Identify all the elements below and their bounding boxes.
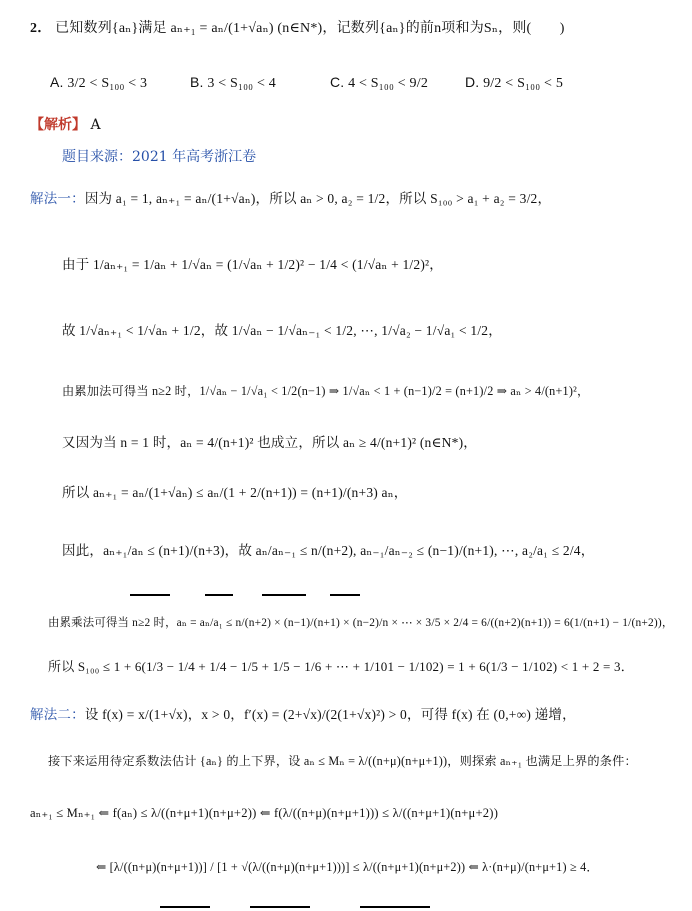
method2-label: 解法二： [30, 707, 85, 722]
problem-stem-row [30, 20, 565, 38]
scan-artifact-dash [160, 906, 210, 908]
scan-artifact-dash [360, 906, 430, 908]
method1-line-5: 又因为当 n = 1 时，aₙ = 4/(n+1)² 也成立，所以 aₙ ≥ 4/(n+1)² (n∈N*)， [62, 435, 477, 450]
method1-label: 解法一： [30, 191, 85, 206]
scan-artifact-dash [262, 594, 306, 596]
method2-line-4: ⇐ [λ/((n+μ)(n+μ+1))] / [1 + √(λ/((n+μ)(n+μ+1)))] ≤ λ/((n+μ+1)(n+μ+2)) ⇐ λ·(n+μ)/(n+μ+1) ≥ 4． [96, 860, 599, 874]
method1-line-1 [30, 190, 551, 208]
option-d-label: D. [465, 74, 480, 90]
analysis-answer: A [90, 117, 101, 133]
method1-line-4: 由累加法可得当 n≥2 时，1/√aₙ − 1/√a₁ < 1/2(n−1) ⇒ 1/√aₙ < 1 + (n−1)/2 = (n+1)/2 ⇒ aₙ > 4/(n+1)²， [62, 384, 590, 398]
method1-line-8: 由累乘法可得当 n≥2 时，aₙ = aₙ/a₁ ≤ n/(n+2) × (n−1)/(n+1) × (n−2)/n × ⋯ × 3/5 × 2/4 = 6/((n+2)(n+1)) = 6(1/(n+1) − 1/(n+2))， [48, 617, 674, 629]
option-b-label: B. [190, 74, 204, 90]
option-c-label: C. [330, 74, 345, 90]
option-c [330, 74, 428, 92]
method2-text-1: 设 f(x) = x/(1+√x)，x > 0，f′(x) = (2+√x)/(2(1+√x)²) > 0，可得 f(x) 在 (0,+∞) 递增， [84, 707, 576, 722]
option-b [190, 74, 276, 92]
option-c-text: 4 < S₁₀₀ < 9/2 [348, 76, 429, 91]
method1-line-9: 所以 S₁₀₀ ≤ 1 + 6(1/3 − 1/4 + 1/4 − 1/5 + 1/5 − 1/6 + ⋯ + 1/101 − 1/102) = 1 + 6(1/3 − 1/102) < 1 + 2 = 3． [48, 659, 634, 674]
source-line: 题目来源：2021 年高考浙江卷 [62, 149, 257, 165]
analysis-row [30, 116, 101, 134]
option-a-label: A. [50, 74, 64, 90]
option-d [465, 74, 563, 92]
method2-line-2: 接下来运用待定系数法估计 {aₙ} 的上下界，设 aₙ ≤ Mₙ = λ/((n+μ)(n+μ+1))，则探索 aₙ₊₁ 也满足上界的条件： [48, 754, 637, 768]
method1-line-3: 故 1/√aₙ₊₁ < 1/√aₙ + 1/2，故 1/√aₙ − 1/√aₙ₋₁ < 1/2, ⋯, 1/√a₂ − 1/√a₁ < 1/2， [62, 323, 502, 338]
method1-line-6: 所以 aₙ₊₁ = aₙ/(1+√aₙ) ≤ aₙ/(1 + 2/(n+1)) = (n+1)/(n+3) aₙ， [62, 485, 408, 500]
method2-line-3: aₙ₊₁ ≤ Mₙ₊₁ ⇐ f(aₙ) ≤ λ/((n+μ+1)(n+μ+2)) ⇐ f(λ/((n+μ)(n+μ+1))) ≤ λ/((n+μ+1)(n+μ+2)) [30, 806, 499, 820]
scan-artifact-dash [330, 594, 360, 596]
method1-line-2: 由于 1/aₙ₊₁ = 1/aₙ + 1/√aₙ = (1/√aₙ + 1/2)² − 1/4 < (1/√aₙ + 1/2)²， [62, 257, 443, 272]
method2-line-1 [30, 706, 576, 724]
method1-text-1: 因为 a₁ = 1, aₙ₊₁ = aₙ/(1+√aₙ)，所以 aₙ > 0, a₂ = 1/2，所以 S₁₀₀ > a₁ + a₂ = 3/2， [84, 191, 552, 206]
scan-artifact-dash [205, 594, 233, 596]
method1-line-7: 因此，aₙ₊₁/aₙ ≤ (n+1)/(n+3)，故 aₙ/aₙ₋₁ ≤ n/(n+2), aₙ₋₁/aₙ₋₂ ≤ (n−1)/(n+1), ⋯, a₂/a₁ ≤ 2/4， [62, 543, 595, 558]
scan-artifact-dash [250, 906, 310, 908]
scan-artifact-dash [130, 594, 170, 596]
option-d-text: 9/2 < S₁₀₀ < 5 [483, 76, 564, 91]
analysis-heading: 【解析】 [30, 117, 86, 133]
problem-number: 2． [30, 21, 52, 36]
option-a-text: 3/2 < S₁₀₀ < 3 [67, 76, 148, 91]
option-a [50, 74, 147, 92]
option-b-text: 3 < S₁₀₀ < 4 [207, 76, 276, 91]
problem-stem: 已知数列{aₙ}满足 aₙ₊₁ = aₙ/(1+√aₙ) (n∈N*)，记数列{aₙ}的前n项和为Sₙ，则( ) [55, 21, 565, 36]
